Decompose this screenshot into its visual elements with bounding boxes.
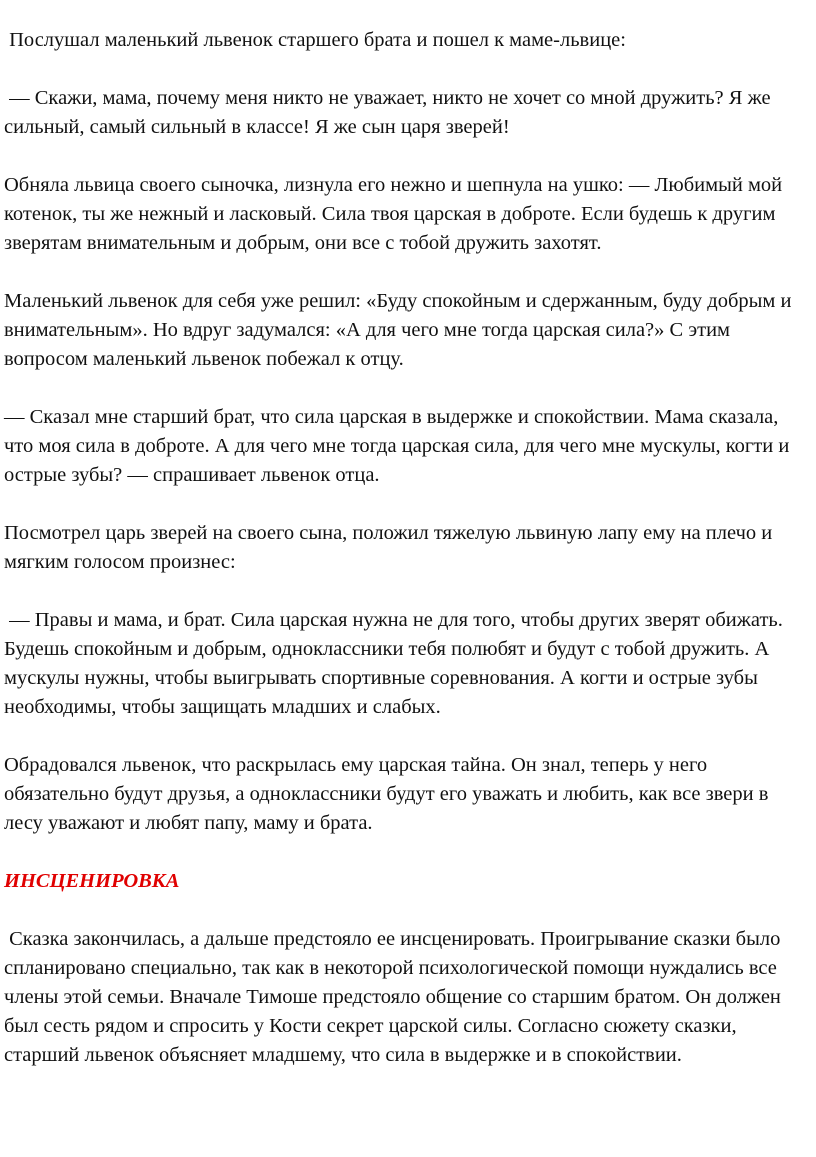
paragraph-staging: Сказка закончилась, а дальше предстояло ее инсценировать. Проигрывание сказки было спланировано специально, так как в некоторой психологической помощи нуждались все члены этой семьи. Вначале Тимоше предстояло общение со старшим братом. Он должен был сесть рядом и спросить у Кости секрет царской силы. Согласно сюжету сказки, старший львенок объясняет младшему, что сила в выдержке и в спокойствии.	[4, 928, 787, 1066]
paragraph-cub-question: — Скажи, мама, почему меня никто не уважает, никто не хочет со мной дружить? Я же сильный, самый сильный в классе! Я же сын царя зверей!	[4, 87, 776, 138]
paragraph-king-looks: Посмотрел царь зверей на своего сына, положил тяжелую львиную лапу ему на плечо и мягким голосом произнес:	[4, 522, 778, 573]
paragraph-cub-asks-father: — Сказал мне старший брат, что сила царская в выдержке и спокойствии. Мама сказала, что моя сила в доброте. А для чего мне тогда царская сила, для чего мне мускулы, когти и острые зубы? — спрашивает львенок отца.	[4, 406, 795, 486]
section-heading: ИНСЦЕНИРОВКА	[4, 870, 180, 892]
paragraph-cub-decision: Маленький львенок для себя уже решил: «Буду спокойным и сдержанным, буду добрым и внимательным». Но вдруг задумался: «А для чего мне тогда царская сила?» С этим вопросом маленький львенок побежал к отцу.	[4, 290, 797, 370]
paragraph-father-answer: — Правы и мама, и брат. Сила царская нужна не для того, чтобы других зверят обижать. Будешь спокойным и добрым, одноклассники тебя полюбят и будут с тобой дружить. А мускулы нужны, чтобы выигрывать спортивные соревнования. А когти и острые зубы необходимы, чтобы защищать младших и слабых.	[4, 609, 789, 718]
paragraph-lion-cub-goes-to-mother: Послушал маленький львенок старшего брата и пошел к маме-львице:	[4, 29, 626, 51]
paragraph-cub-rejoices: Обрадовался львенок, что раскрылась ему царская тайна. Он знал, теперь у него обязательно будут друзья, а одноклассники будут его уважать и любить, как все звери в лесу уважают и любят папу, маму и брата.	[4, 754, 774, 834]
paragraph-lioness-answer: Обняла львица своего сыночка, лизнула его нежно и шепнула на ушко: — Любимый мой котенок, ты же нежный и ласковый. Сила твоя царская в доброте. Если будешь к другим зверятам внимательным и добрым, они все с тобой дружить захотят.	[4, 174, 788, 254]
